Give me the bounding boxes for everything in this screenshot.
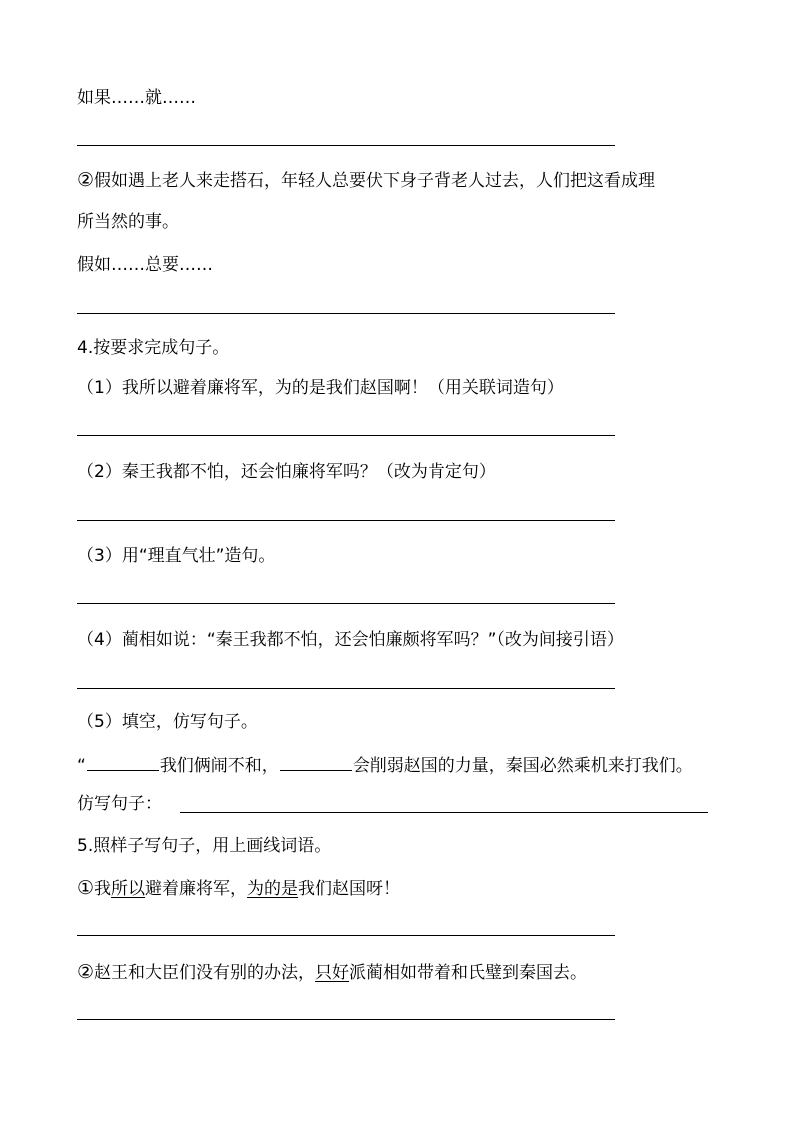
example-text: 赵王和大臣们没有别的办法，	[94, 963, 316, 983]
answer-line[interactable]	[77, 520, 615, 521]
example-text: 派蔺相如带着和氏璧到秦国去。	[349, 963, 588, 983]
answer-line[interactable]	[77, 145, 615, 146]
fill-in-sentence	[77, 753, 693, 776]
example-5-2	[77, 962, 587, 983]
fill-text-1: 我们俩闹不和，	[159, 756, 279, 776]
exercise-2-sentence	[77, 170, 655, 191]
exercise-2-continuation: 所当然的事。	[77, 212, 179, 232]
pattern-rugou-jiu: 如果……就……	[77, 88, 196, 108]
answer-line[interactable]	[77, 1019, 615, 1020]
answer-line[interactable]	[77, 935, 615, 936]
underlined-word-zhihao: 只好	[315, 963, 350, 983]
imitate-answer-line[interactable]	[180, 812, 708, 813]
example-5-1	[77, 878, 400, 899]
exercise-2-text: 假如遇上老人来走搭石，年轻人总要伏下身子背老人过去，人们把这看成理	[94, 171, 656, 191]
question-4-1: （1）我所以避着廉将军，为的是我们赵国啊！（用关联词造句）	[77, 378, 564, 398]
fill-blank-1[interactable]	[87, 753, 159, 771]
circled-number-1: ①	[77, 877, 95, 899]
question-4-4: （4）蔺相如说：“秦王我都不怕，还会怕廉颇将军吗？”（改为间接引语）	[77, 630, 624, 650]
answer-line[interactable]	[77, 688, 615, 689]
fill-text-2: 会削弱赵国的力量，秦国必然乘机来打我们。	[352, 756, 693, 776]
underlined-word-weideshi: 为的是	[247, 879, 299, 899]
question-4-5: （5）填空，仿写句子。	[77, 712, 258, 732]
answer-line[interactable]	[77, 313, 615, 314]
question-4-3: （3）用“理直气壮”造句。	[77, 546, 276, 566]
circled-number-2: ②	[77, 961, 95, 983]
section-4-title: 4.按要求完成句子。	[77, 338, 230, 358]
pattern-jiaru-zongyao: 假如……总要……	[77, 255, 213, 275]
example-text: 避着廉将军，	[145, 879, 248, 899]
answer-line[interactable]	[77, 435, 615, 436]
imitate-label: 仿写句子：	[77, 794, 162, 814]
example-text: 我	[94, 879, 112, 899]
circled-number-2: ②	[77, 169, 95, 191]
example-text: 我们赵国呀！	[298, 879, 401, 899]
section-5-title: 5.照样子写句子，用上画线词语。	[77, 836, 332, 856]
open-quote: “	[77, 756, 86, 776]
underlined-word-suoyi: 所以	[111, 879, 146, 899]
answer-line[interactable]	[77, 603, 615, 604]
question-4-2: （2）秦王我都不怕，还会怕廉将军吗？（改为肯定句）	[77, 462, 496, 482]
fill-blank-2[interactable]	[280, 753, 352, 771]
